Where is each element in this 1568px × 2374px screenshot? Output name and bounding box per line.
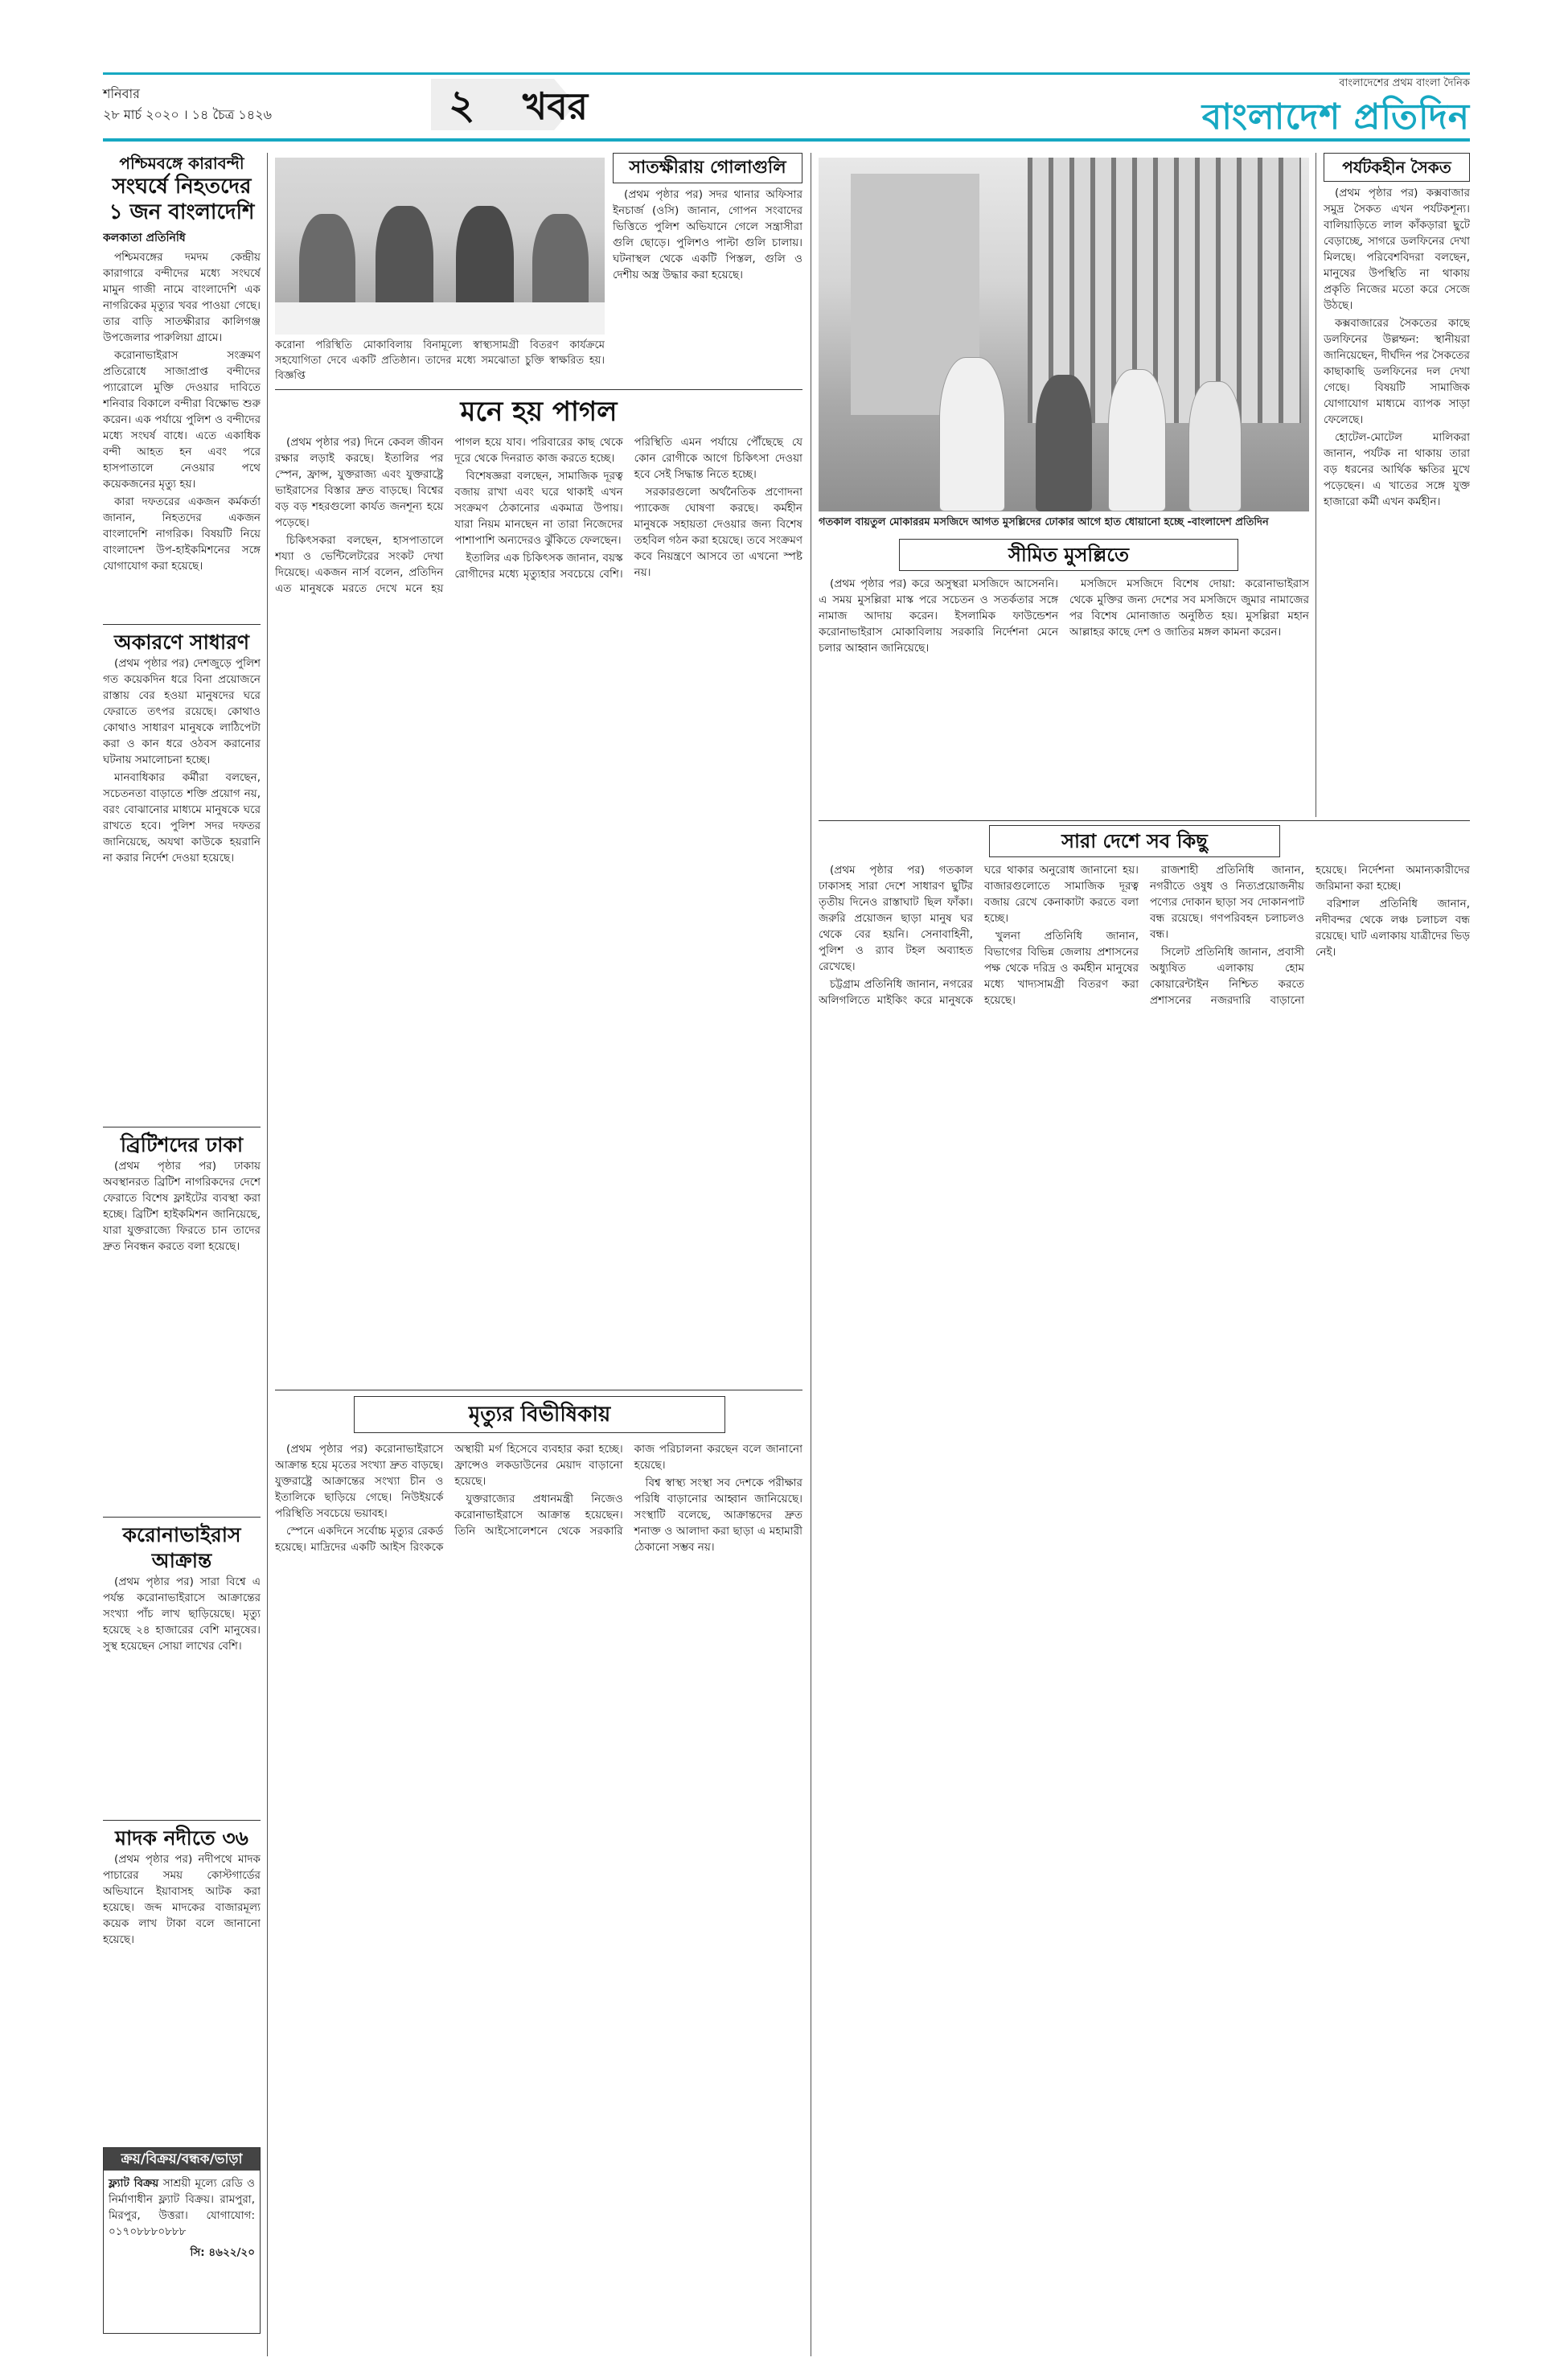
story9-headline: সীমিত মুসল্লিতে [899, 539, 1238, 571]
section-title: খবর [523, 84, 589, 128]
photo1-caption: করোনা পরিস্থিতি মোকাবিলায় বিনামূল্যে স্বাস্থ্যসামগ্রী বিতরণ কার্যক্রমে সহযোগিতা দেবে একটি প্রতিষ্ঠান। তাদের মধ্যে সমঝোতা চুক্তি স্বাক্ষরিত হয়। বিজ্ঞপ্তি [275, 339, 605, 382]
story1-body [103, 249, 261, 619]
paragraph: (প্রথম পৃষ্ঠার পর) কক্সবাজার সমুদ্র সৈকত এখন পর্যটকশূন্য। বালিয়াড়িতে লাল কাঁকড়ারা ছুটে বেড়াচ্ছে, সাগরে ডলফিনের দেখা মিলছে। পরিবেশবিদরা বলছেন, মানুষের উপস্থিতি না থাকায় প্রকৃতি নিজের মতো করে সেজে উঠছে। [1324, 187, 1470, 312]
story6-body [613, 187, 802, 384]
story11-body [1324, 185, 1470, 812]
story10-headline: সারা দেশে সব কিছু [989, 825, 1280, 857]
header-bottom-rule [103, 138, 1470, 142]
paragraph: করোনাভাইরাস সংক্রমণ প্রতিরোধে সাজাপ্রাপ্ত বন্দীদের প্যারোলে মুক্তি দেওয়ার দাবিতে শনিবার বিকালে বন্দীরা বিক্ষোভ শুরু করেন। এক পর্যায়ে পুলিশ ও বন্দীদের মধ্যে সংঘর্ষ বাধে। এতে একাধিক বন্দী আহত হন এবং পরে হাসপাতালে নেওয়ার পথে কয়েকজনের মৃত্যু হয়। [103, 349, 261, 491]
divider [275, 389, 802, 390]
story11-headline: পর্যটকহীন সৈকত [1324, 153, 1470, 182]
story8-body [275, 1441, 802, 2356]
paragraph: (প্রথম পৃষ্ঠার পর) সদর থানার অফিসার ইনচার্জ (ওসি) জানান, গোপন সংবাদের ভিত্তিতে পুলিশ অভিযানে গেলে সন্ত্রাসীরা গুলি ছোড়ে। পুলিশও পাল্টা গুলি চালায়। ঘটনাস্থল থেকে একটি পিস্তল, গুলি ও দেশীয় অস্ত্র উদ্ধার করা হয়েছে। [613, 188, 802, 281]
paragraph: বিশ্ব স্বাস্থ্য সংস্থা সব দেশকে পরীক্ষার পরিধি বাড়ানোর আহ্বান জানিয়েছে। সংস্থাটি বলেছে, আক্রান্তদের দ্রুত শনাক্ত ও আলাদা করা ছাড়া এ মহামারী ঠেকানো সম্ভব নয়। [634, 1477, 802, 1554]
paragraph: (প্রথম পৃষ্ঠার পর) দিনে কেবল জীবন রক্ষার লড়াই করছে। ইতালির পর স্পেন, ফ্রান্স, যুক্তরাজ্য এবং যুক্তরাষ্ট্রে ভাইরাসের বিস্তার দ্রুত বাড়ছে। বিশ্বের বড় বড় শহরগুলো কার্যত জনশূন্য হয়ে পড়েছে। [275, 436, 444, 529]
page-number: ২ [449, 81, 475, 128]
story4-headline: করোনাভাইরাস আক্রান্ত [122, 1523, 241, 1572]
paragraph: রাজশাহী প্রতিনিধি জানান, নগরীতে ওষুধ ও নিত্যপ্রয়োজনীয় পণ্যের দোকান ছাড়া সব দোকানপাট বন্ধ রয়েছে। গণপরিবহন চলাচলও বন্ধ। [1150, 864, 1304, 941]
paragraph: সিলেট প্রতিনিধি জানান, প্রবাসী অধ্যুষিত এলাকায় হোম কোয়ারেন্টাইন নিশ্চিত করতে প্রশাসনের নজরদারি বাড়ানো হয়েছে। নির্দেশনা অমান্যকারীদের জরিমানা করা হচ্ছে। [1150, 864, 1470, 1007]
paragraph: স্পেনে একদিনে সর্বোচ্চ মৃত্যুর রেকর্ড হয়েছে। মাদ্রিদের একটি আইস রিংককে অস্থায়ী মর্গ হিসেবে ব্যবহার করা হচ্ছে। ফ্রান্সেও লকডাউনের মেয়াদ বাড়ানো হয়েছে। [275, 1443, 623, 1554]
story7-headline: মনে হয় পাগল [460, 396, 618, 428]
story5-body [103, 1851, 261, 2141]
paragraph: হোটেল-মোটেল মালিকরা জানান, পর্যটক না থাকায় তারা বড় ধরনের আর্থিক ক্ষতির মুখে পড়েছেন। এ খাতের সঙ্গে যুক্ত হাজারো কর্মী এখন কর্মহীন। [1324, 431, 1470, 508]
table-surface [275, 302, 605, 335]
story6 [613, 153, 802, 386]
photo-mosque-handwashing [819, 158, 1309, 511]
story1-kicker: পশ্চিমবঙ্গে কারাবন্দী [119, 154, 244, 173]
issue-date: ২৮ মার্চ ২০২০ । ১৪ চৈত্র ১৪২৬ [103, 107, 272, 122]
column-left [103, 153, 261, 2356]
paragraph: কক্সবাজারের সৈকতের কাছে ডলফিনের উল্লম্ফন: স্থানীয়রা জানিয়েছেন, দীর্ঘদিন পর সৈকতের কাছাকাছি ডলফিনের দল দেখা গেছে। বিষয়টি সামাজিক যোগাযোগ মাধ্যমে ব্যাপক সাড়া ফেলেছে। [1324, 317, 1470, 426]
story4-body [103, 1574, 261, 1815]
paragraph: (প্রথম পৃষ্ঠার পর) নদীপথে মাদক পাচারের সময় কোস্টগার্ডের অভিযানে ইয়াবাসহ আটক করা হয়েছে। জব্দ মাদকের বাজারমূল্য কয়েক লাখ টাকা বলে জানানো হয়েছে। [103, 1853, 261, 1946]
story2-body [103, 655, 261, 1122]
story1-byline: কলকাতা প্রতিনিধি [103, 232, 186, 244]
paragraph: ইতালির এক চিকিৎসক জানান, বয়স্ক রোগীদের মধ্যে মৃত্যুহার সবচেয়ে বেশি। পরিস্থিতি এমন পর্যায়ে পৌঁছেছে যে কোন রোগীকে আগে চিকিৎসা দেওয়া হবে সেই সিদ্ধান্ত নিতে হচ্ছে। [454, 436, 802, 581]
classified-content [104, 2171, 260, 2265]
classified-heading: ক্রয়/বিক্রয়/বন্ধক/ভাড়া [104, 2148, 260, 2171]
paragraph: খুলনা প্রতিনিধি জানান, বিভাগের বিভিন্ন জেলায় প্রশাসনের পক্ষ থেকে দরিদ্র ও কর্মহীন মানুষের মধ্যে খাদ্যসামগ্রী বিতরণ করা হয়েছে। [984, 930, 1139, 1007]
photo2-caption: গতকাল বায়তুল মোকাররম মসজিদে আগত মুসল্লিদের ঢোকার আগে হাত ধোয়ানো হচ্ছে -বাংলাদেশ প্রতিদিন [819, 516, 1269, 528]
date-block [103, 84, 272, 125]
story11 [1324, 153, 1470, 817]
classified-ad [103, 2147, 261, 2334]
story3-body [103, 1158, 261, 1512]
paragraph: বরিশাল প্রতিনিধি জানান, নদীবন্দর থেকে লঞ্চ চলাচল বন্ধ রয়েছে। ঘাট এলাকায় যাত্রীদের ভিড় নেই। [1316, 897, 1470, 959]
divider [103, 1517, 261, 1518]
paragraph: পশ্চিমবঙ্গের দমদম কেন্দ্রীয় কারাগারে বন্দীদের মধ্যে সংঘর্ষে মামুন গাজী নামে বাংলাদেশি এক নাগরিকের মৃত্যুর খবর পাওয়া গেছে। তার বাড়ি সাতক্ষীরার কালিগঞ্জ উপজেলার পারুলিয়া গ্রামে। [103, 251, 261, 344]
story5-headline: মাদক নদীতে ৩৬ [115, 1826, 248, 1850]
classified-title: ফ্ল্যাট বিক্রয় [109, 2177, 159, 2190]
paragraph: (প্রথম পৃষ্ঠার পর) ঢাকায় অবস্থানরত ব্রিটিশ নাগরিকদের দেশে ফেরাতে বিশেষ ফ্লাইটের ব্যবস্থা করা হচ্ছে। ব্রিটিশ হাইকমিশন জানিয়েছে, যারা যুক্তরাজ্যে ফিরতে চান তাদের দ্রুত নিবন্ধন করতে বলা হয়েছে। [103, 1160, 261, 1253]
column-rule [267, 153, 268, 2356]
masthead-tagline: বাংলাদেশের প্রথম বাংলা দৈনিক [1339, 77, 1470, 89]
paragraph: কারা দফতরের একজন কর্মকর্তা জানান, নিহতদের একজন বাংলাদেশি নাগরিক। বিষয়টি নিয়ে বাংলাদেশ উপ-হাইকমিশনের সঙ্গে যোগাযোগ করা হয়েছে। [103, 495, 261, 573]
paragraph: বিশেষজ্ঞরা বলছেন, সামাজিক দূরত্ব বজায় রাখা এবং ঘরে থাকাই এখন সংক্রমণ ঠেকানোর একমাত্র উপায়। যারা নিয়ম মানছেন না তারা নিজেদের পাশাপাশি অন্যদেরও ঝুঁকিতে ফেলছেন। [454, 470, 623, 547]
paragraph: (প্রথম পৃষ্ঠার পর) সারা বিশ্বে এ পর্যন্ত করোনাভাইরাসে আক্রান্তের সংখ্যা পাঁচ লাখ ছাড়িয়েছে। মৃত্যু হয়েছে ২৪ হাজারের বেশি মানুষের। সুস্থ হয়েছেন সোয়া লাখের বেশি। [103, 1575, 261, 1653]
masthead-name: বাংলাদেশ প্রতিদিন [1201, 97, 1470, 138]
paragraph: সরকারগুলো অর্থনৈতিক প্রণোদনা প্যাকেজ ঘোষণা করছে। কর্মহীন মানুষকে সহায়তা দেওয়ার জন্য বিশেষ তহবিল গঠন করা হয়েছে। তবে সংক্রমণ কবে নিয়ন্ত্রণে আসবে তা এখনো স্পষ্ট নয়। [634, 486, 802, 579]
story6-headline: সাতক্ষীরায় গোলাগুলি [613, 153, 802, 183]
weekday: শনিবার [103, 86, 140, 101]
divider [819, 820, 1470, 821]
paragraph: (প্রথম পৃষ্ঠার পর) গতকাল ঢাকাসহ সারা দেশে সাধারণ ছুটির তৃতীয় দিনেও রাস্তাঘাট ছিল ফাঁকা। জরুরি প্রয়োজন ছাড়া মানুষ ঘর থেকে বের হয়নি। সেনাবাহিনী, পুলিশ ও র‌্যাব টহল অব্যাহত রেখেছে। [819, 864, 973, 973]
classified-body: সাশ্রয়ী মূল্যে রেডি ও নির্মাণাধীন ফ্ল্যাট বিক্রয়। রামপুরা, মিরপুর, উত্তরা। যোগাযোগ: ০১৭০৮৮৮০৮৮৮ [109, 2177, 255, 2238]
paragraph: (প্রথম পৃষ্ঠার পর) করে অসুস্থরা মসজিদে আসেননি। এ সময় মুসল্লিরা মাস্ক পরে সচেতন ও সতর্কতার সঙ্গে নামাজ আদায় করেন। ইসলামিক ফাউন্ডেশন করোনাভাইরাস মোকাবিলায় সরকারি নির্দেশনা মেনে চলার আহ্বান জানিয়েছে। [819, 577, 1058, 655]
paragraph: (প্রথম পৃষ্ঠার পর) দেশজুড়ে পুলিশ গত কয়েকদিন ধরে বিনা প্রয়োজনে রাস্তায় বের হওয়া মানুষদের ঘরে ফেরাতে তৎপর রয়েছে। কোথাও কোথাও সাধারণ মানুষকে লাঠিপেটা করা ও কান ধরে ওঠবস করানোর ঘটনায় সমালোচনা হচ্ছে। [103, 657, 261, 766]
paragraph: মানবাধিকার কর্মীরা বলছেন, সচেতনতা বাড়াতে শক্তি প্রয়োগ নয়, বরং বোঝানোর মাধ্যমে মানুষকে ঘরে রাখতে হবে। পুলিশ সদর দফতর জানিয়েছে, অযথা কাউকে হয়রানি না করার নির্দেশ দেওয়া হয়েছে। [103, 771, 261, 865]
paragraph: (প্রথম পৃষ্ঠার পর) করোনাভাইরাসে আক্রান্ত হয়ে মৃতের সংখ্যা দ্রুত বাড়ছে। যুক্তরাষ্ট্রে আক্রান্তের সংখ্যা চীন ও ইতালিকে ছাড়িয়ে গেছে। নিউইয়র্কে পরিস্থিতি সবচেয়ে ভয়াবহ। [275, 1443, 444, 1520]
masthead [1164, 71, 1470, 138]
paragraph: যুক্তরাজ্যের প্রধানমন্ত্রী নিজেও করোনাভাইরাসে আক্রান্ত হয়েছেন। তিনি আইসোলেশনে থেকে সরকারি কাজ পরিচালনা করছেন বলে জানানো হয়েছে। [454, 1443, 802, 1538]
paragraph: মসজিদে মসজিদে বিশেষ দোয়া: করোনাভাইরাস থেকে মুক্তির জন্য দেশের সব মসজিদে জুমার নামাজের পর বিশেষ মোনাজাত অনুষ্ঠিত হয়। মুসল্লিরা মহান আল্লাহর কাছে দেশ ও জাতির মঙ্গল কামনা করেন। [1069, 577, 1309, 639]
story10-body [819, 862, 1470, 2356]
divider [103, 624, 261, 625]
classified-code: সি: ৪৬২২/২০ [190, 2246, 255, 2259]
story2-headline: অকারণে সাধারণ [114, 630, 249, 654]
photo-signing-ceremony [275, 158, 605, 335]
story1-headline: সংঘর্ষে নিহতদের ১ জন বাংলাদেশি [109, 175, 255, 224]
story8-headline: মৃত্যুর বিভীষিকায় [354, 1396, 725, 1433]
paragraph: চিকিৎসকরা বলছেন, হাসপাতালে শয্যা ও ভেন্টিলেটরের সংকট দেখা দিয়েছে। একজন নার্স বলেন, প্রতিদিন এত মানুষকে মরতে দেখে মনে হয় পাগল হয়ে যাব। পরিবারের কাছ থেকে দূরে থেকে দিনরাত কাজ করতে হচ্ছে। [275, 436, 623, 595]
story9-body [819, 576, 1309, 817]
story3-headline: ব্রিটিশদের ঢাকা [120, 1133, 244, 1156]
divider [103, 1820, 261, 1821]
paragraph: চট্টগ্রাম প্রতিনিধি জানান, নগরের অলিগলিতে মাইকিং করে মানুষকে ঘরে থাকার অনুরোধ জানানো হয়। বাজারগুলোতে সামাজিক দূরত্ব বজায় রেখে কেনাকাটা করতে বলা হচ্ছে। [819, 864, 1139, 1007]
story7-body [275, 434, 802, 1383]
